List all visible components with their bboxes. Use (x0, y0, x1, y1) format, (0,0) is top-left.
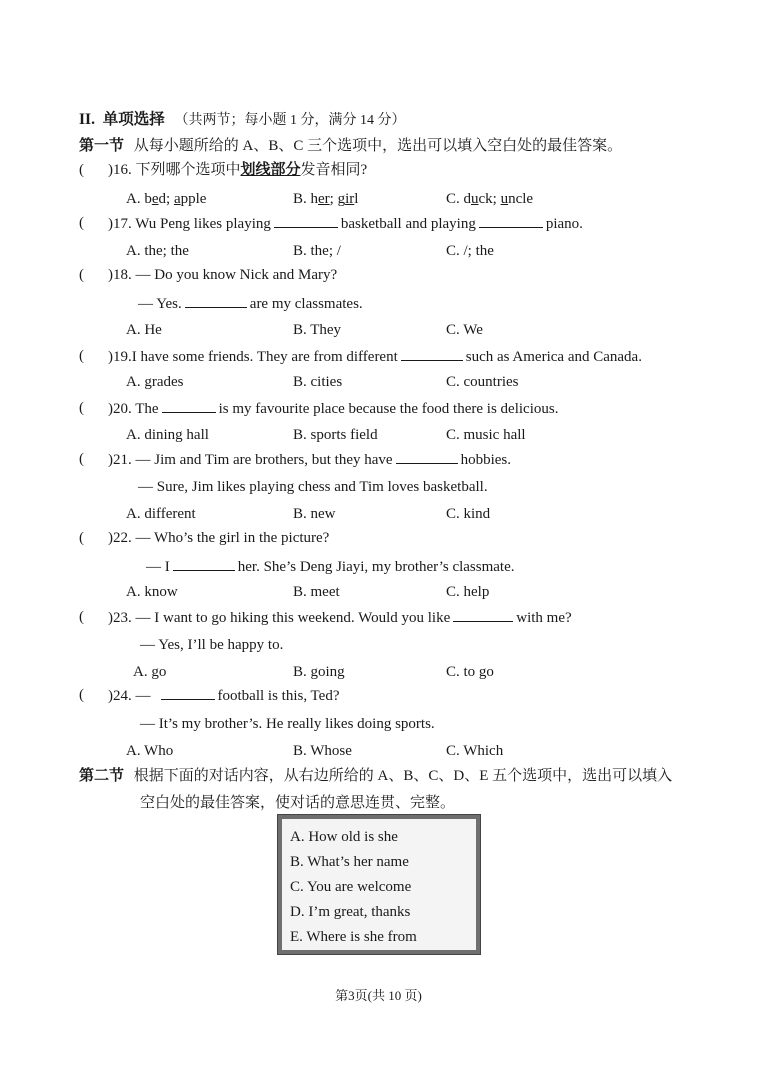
q22-option-b[interactable]: B. meet (293, 584, 340, 600)
q21-option-a[interactable]: A. different (126, 506, 196, 522)
box-option-d[interactable]: D. I’m great, thanks (290, 904, 411, 920)
q16-text-pre: 下列哪个选项中 (135, 162, 241, 178)
q18-option-c[interactable]: C. We (446, 322, 483, 338)
q19-option-c[interactable]: C. countries (446, 374, 519, 390)
answer-blank[interactable] (274, 214, 338, 228)
paren-22: ( (79, 530, 84, 546)
q18-option-a[interactable]: A. He (126, 322, 162, 338)
question-21: )21. — Jim and Tim are brothers, but they have hobbies. (108, 452, 511, 468)
section-number: II. (79, 111, 95, 128)
q23-option-a[interactable]: A. go (133, 664, 167, 680)
q24-option-c[interactable]: C. Which (446, 743, 504, 759)
q20-option-b[interactable]: B. sports field (293, 427, 378, 443)
q18-line2: — Yes. are my classmates. (138, 296, 363, 312)
part1-text: 从每小题所给的 A、B、C 三个选项中，选出可以填入空白处的最佳答案。 (133, 138, 623, 154)
options-box (278, 815, 480, 954)
paren-16: ( (79, 162, 84, 178)
answer-blank[interactable] (479, 214, 543, 228)
answer-blank[interactable] (396, 450, 458, 464)
answer-blank[interactable] (173, 557, 235, 571)
paren-21: ( (79, 451, 84, 467)
q20-option-a[interactable]: A. dining hall (126, 427, 209, 443)
section-title: 单项选择 (102, 111, 165, 128)
question-18: )18. — Do you know Nick and Mary? (108, 267, 338, 283)
q16-text-post: 发音相同? (300, 162, 368, 178)
q24-line2: — It’s my brother’s. He really likes doing sports. (140, 716, 435, 732)
part2-line2: 空白处的最佳答案，使对话的意思连贯、完整。 (140, 795, 456, 811)
q22-option-c[interactable]: C. help (446, 584, 490, 600)
q17-option-b[interactable]: B. the; / (293, 243, 341, 259)
q16-option-a[interactable]: A. bed; apple (126, 191, 207, 207)
answer-blank[interactable] (401, 347, 463, 361)
box-option-c[interactable]: C. You are welcome (290, 879, 412, 895)
part2-label: 第二节 (79, 768, 125, 784)
paren-20: ( (79, 400, 84, 416)
q23-line2: — Yes, I’ll be happy to. (140, 637, 284, 653)
q18-option-b[interactable]: B. They (293, 322, 342, 338)
answer-blank[interactable] (453, 608, 513, 622)
question-16 (108, 161, 367, 179)
section-note: （共两节；每小题 1 分，满分 14 分） (174, 113, 406, 128)
q16-number: )16. (108, 162, 132, 178)
q21-option-b[interactable]: B. new (293, 506, 336, 522)
q17-option-a[interactable]: A. the; the (126, 243, 189, 259)
q16-emphasis: 划线部分 (240, 162, 301, 178)
part1-instruction (79, 137, 622, 155)
q22-option-a[interactable]: A. know (126, 584, 178, 600)
q24-option-b[interactable]: B. Whose (293, 743, 352, 759)
q16-option-b[interactable]: B. her; girl (293, 191, 359, 207)
q24-option-a[interactable]: A. Who (126, 743, 174, 759)
answer-blank[interactable] (161, 686, 215, 700)
question-20: )20. The is my favourite place because the food there is delicious. (108, 401, 559, 417)
q23-option-c[interactable]: C. to go (446, 664, 494, 680)
paren-18: ( (79, 267, 84, 283)
box-option-b[interactable]: B. What’s her name (290, 854, 409, 870)
q16-option-c[interactable]: C. duck; uncle (446, 191, 534, 207)
q19-option-a[interactable]: A. grades (126, 374, 184, 390)
answer-blank[interactable] (162, 399, 216, 413)
q20-option-c[interactable]: C. music hall (446, 427, 526, 443)
q19-option-b[interactable]: B. cities (293, 374, 343, 390)
question-22: )22. — Who’s the girl in the picture? (108, 530, 330, 546)
question-24: )24. — football is this, Ted? (108, 688, 340, 704)
box-option-e[interactable]: E. Where is she from (290, 929, 417, 945)
question-23: )23. — I want to go hiking this weekend. Would you like with me? (108, 610, 572, 626)
q21-line2: — Sure, Jim likes playing chess and Tim loves basketball. (138, 479, 488, 495)
question-19: )19.I have some friends. They are from different such as America and Canada. (108, 349, 642, 365)
paren-17: ( (79, 215, 84, 231)
q23-option-b[interactable]: B. going (293, 664, 345, 680)
box-option-a[interactable]: A. How old is she (290, 829, 398, 845)
q21-option-c[interactable]: C. kind (446, 506, 491, 522)
part1-label: 第一节 (79, 138, 125, 154)
part2-line1: 根据下面的对话内容，从右边所给的 A、B、C、D、E 五个选项中，选出可以填入 (133, 768, 673, 784)
page-footer: 第3页(共 10 页) (335, 988, 422, 1003)
part2-instruction (79, 767, 672, 785)
paren-23: ( (79, 609, 84, 625)
paren-24: ( (79, 687, 84, 703)
section-heading (79, 111, 405, 130)
question-17: )17. Wu Peng likes playing basketball and playing piano. (108, 216, 583, 232)
paren-19: ( (79, 348, 84, 364)
q22-line2: — I her. She’s Deng Jiayi, my brother’s classmate. (146, 559, 515, 575)
answer-blank[interactable] (185, 294, 247, 308)
q17-option-c[interactable]: C. /; the (446, 243, 494, 259)
